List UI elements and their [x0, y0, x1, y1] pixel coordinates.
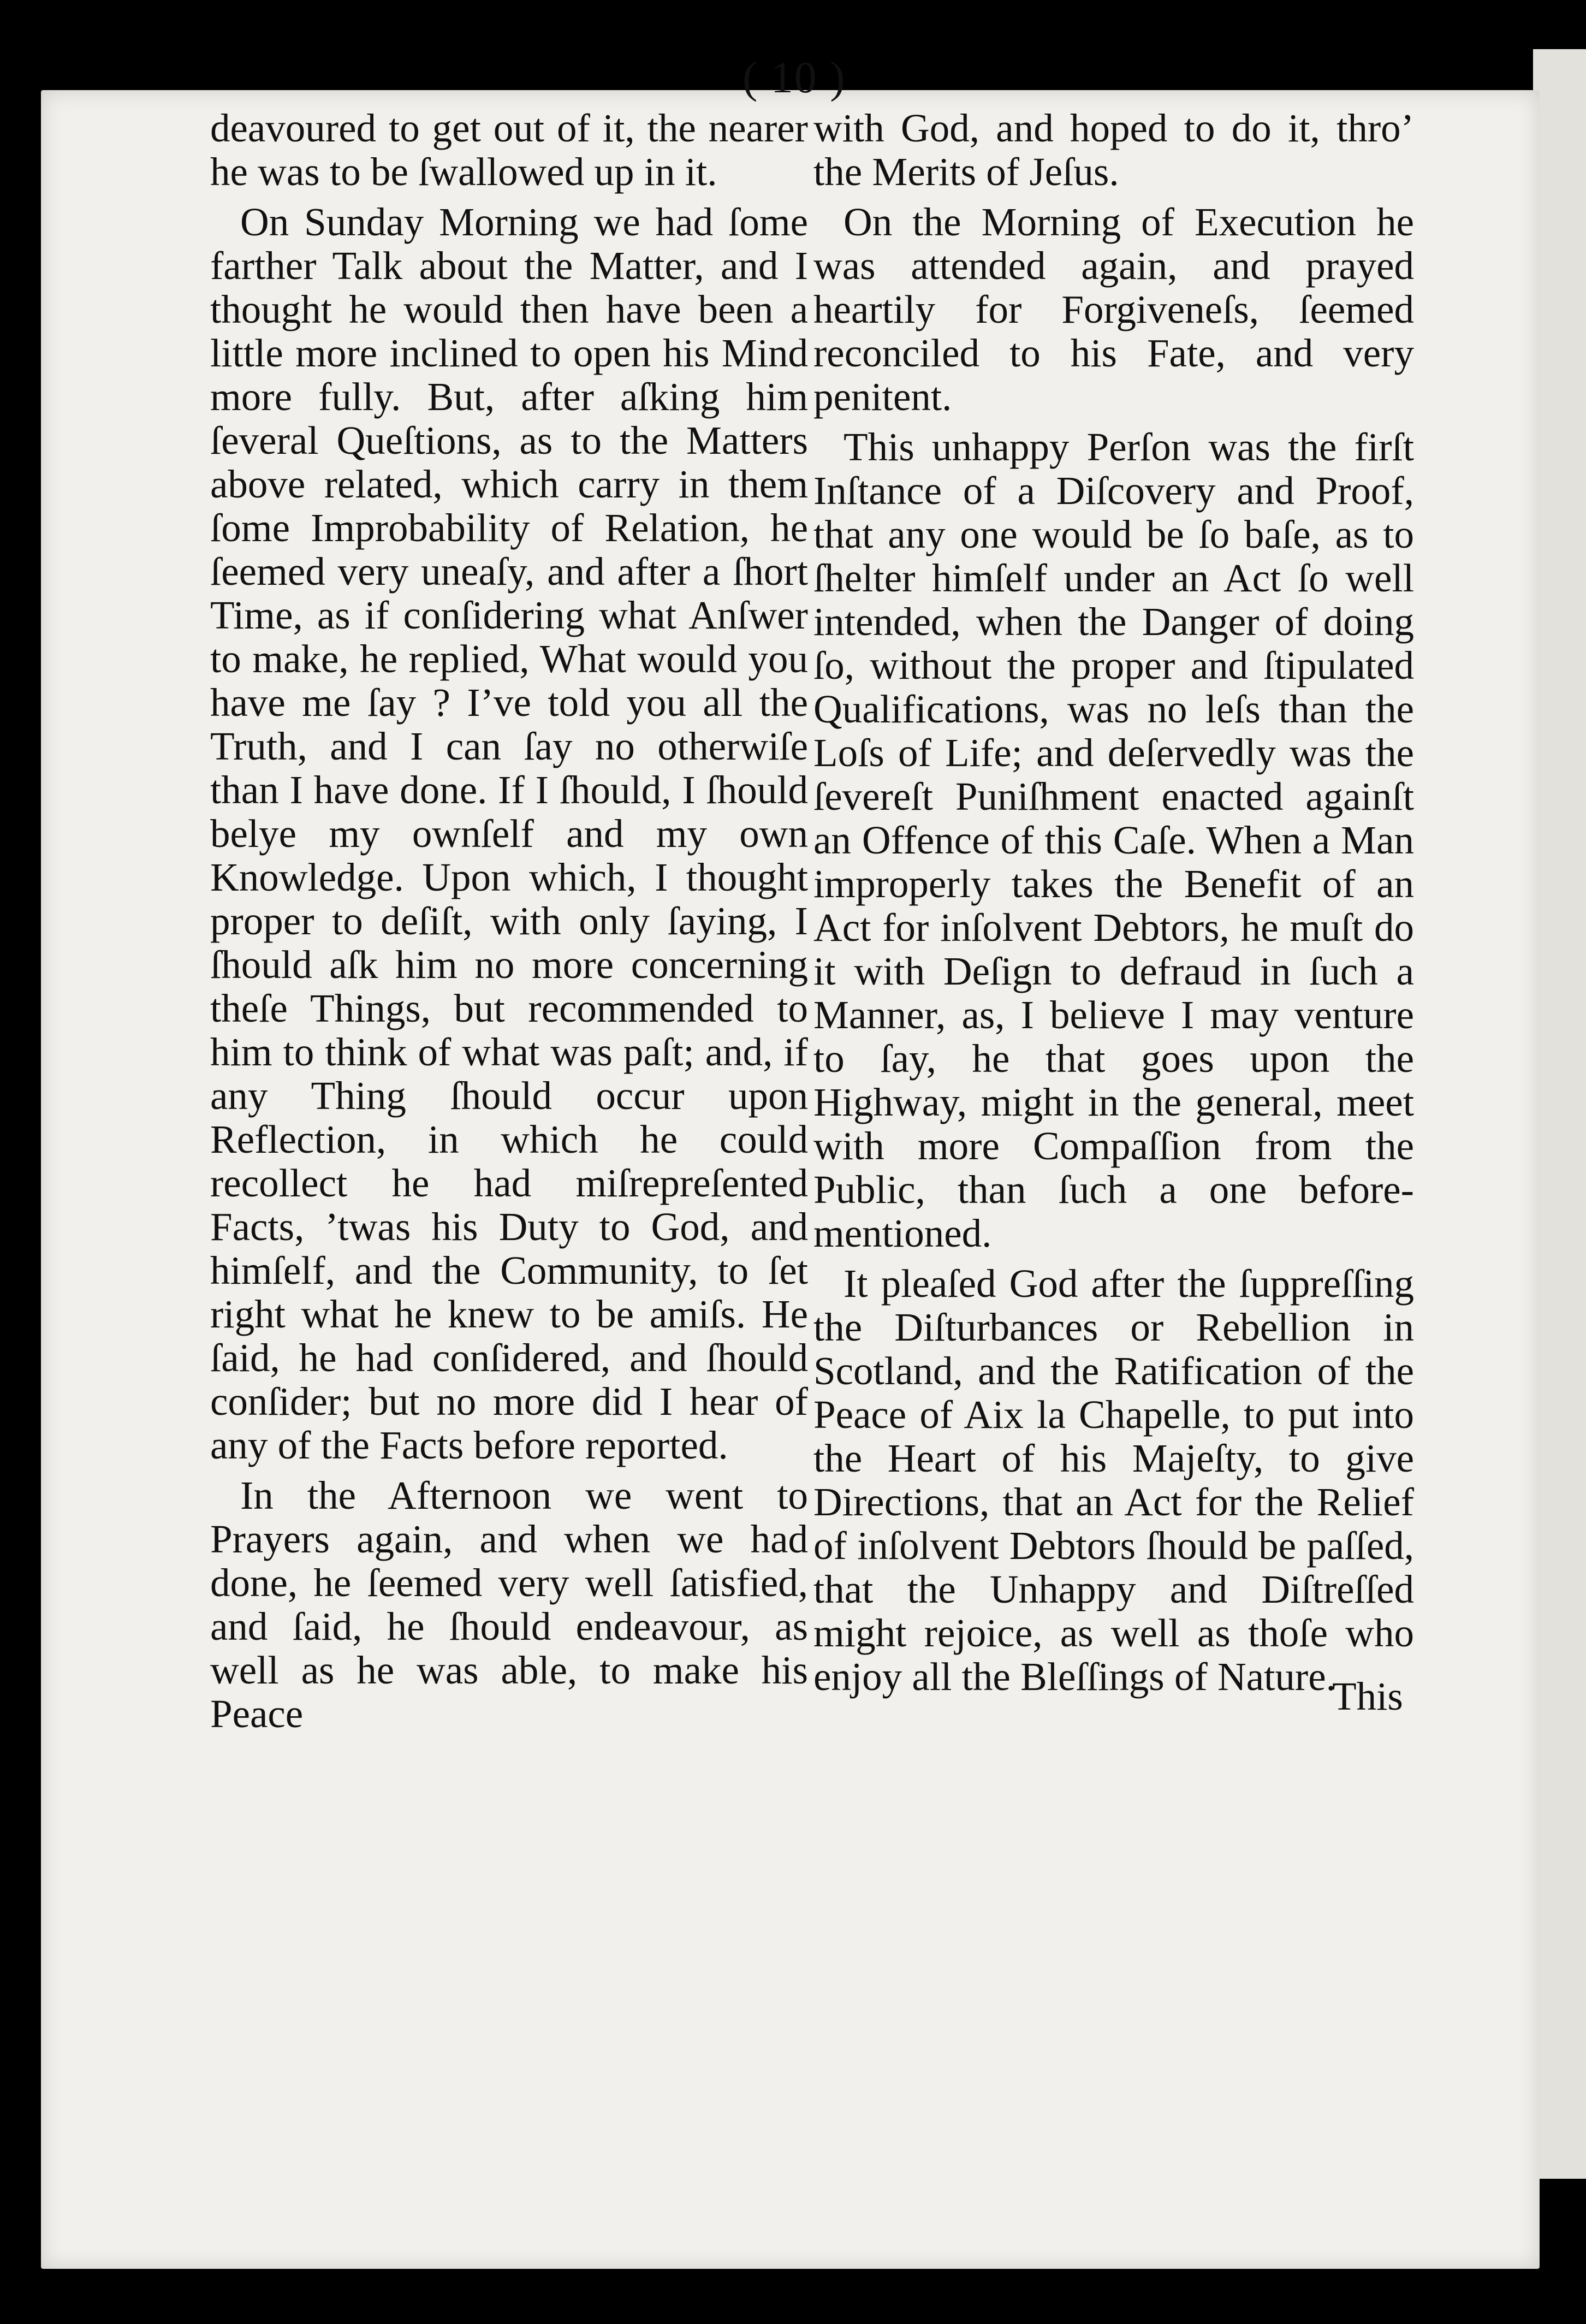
right-column [813, 106, 1414, 1705]
paragraph: In the Afternoon we went to Prayers again, and when we had done, he ſeemed very well ſatisfied, and ſaid, he ſhould endeavour, as well as he was able, to make his Peace [210, 1473, 808, 1736]
paragraph: This unhappy Perſon was the firſt Inſtance of a Diſcovery and Proof, that any one would be ſo baſe, as to ſhelter himſelf under an Act ſo well intended, when the Danger of doing ſo, without the proper and ſtipulated Qualifications, was no leſs than the Loſs of Life; and deſervedly was the ſevereſt Puniſhment enacted againſt an Offence of this Caſe. When a Man improperly takes the Benefit of an Act for inſolvent Debtors, he muſt do it with Deſign to defraud in ſuch a Manner, as, I believe I may venture to ſay, he that goes upon the Highway, might in the general, meet with more Compaſſion from the Public, than ſuch a one before-mentioned. [813, 425, 1414, 1255]
paragraph: On Sunday Morning we had ſome farther Talk about the Matter, and I thought he would then have been a little more inclined to open his Mind more fully. But, after aſking him ſeveral Queſtions, as to the Matters above related, which carry in them ſome Improbability of Relation, he ſeemed very uneaſy, and after a ſhort Time, as if conſidering what Anſwer to make, he replied, What would you have me ſay ? I’ve told you all the Truth, and I can ſay no otherwiſe than I have done. If I ſhould, I ſhould belye my ownſelf and my own Knowledge. Upon which, I thought proper to deſiſt, with only ſaying, I ſhould aſk him no more concerning theſe Things, but recommended to him to think of what was paſt; and, if any Thing ſhould occur upon Reflection, in which he could recollect he had miſrepreſented Facts, ’twas his Duty to God, and himſelf, and the Community, to ſet right what he knew to be amiſs. He ſaid, he had conſidered, and ſhould conſider; but no more did I hear of any of the Facts before reported. [210, 200, 808, 1467]
paragraph: It pleaſed God after the ſuppreſſing the Diſturbances or Rebellion in Scotland, and the Ratification of the Peace of Aix la Chapelle, to put into the Heart of his Majeſty, to give Directions, that an Act for the Relief of inſolvent Debtors ſhould be paſſed, that the Unhappy and Diſtreſſed might rejoice, as well as thoſe who enjoy all the Bleſſings of Nature. [813, 1261, 1414, 1699]
catchword: This [1332, 1674, 1403, 1718]
paragraph: deavoured to get out of it, the nearer he was to be ſwallowed up in it. [210, 106, 808, 194]
paragraph: On the Morning of Execution he was attended again, and prayed heartily for Forgiveneſs, ſeemed reconciled to his Fate, and very penitent. [813, 200, 1414, 419]
page-number: ( 10 ) [742, 52, 846, 102]
paragraph: with God, and hoped to do it, thro’ the Merits of Jeſus. [813, 106, 1414, 194]
left-column [210, 106, 808, 1742]
